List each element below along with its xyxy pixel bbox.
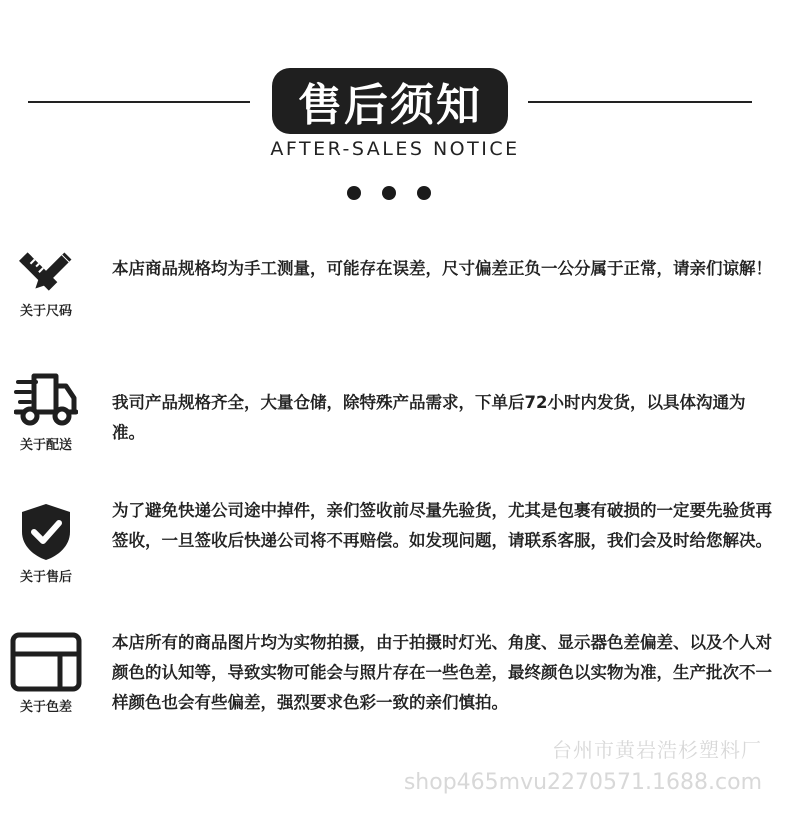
- section-aftersales-text: 为了避免快递公司途中掉件，亲们签收前尽量先验货，尤其是包裹有破损的一定要先验货再签收，一旦签收后快递公司将不再赔偿。如发现问题，请联系客服，我们会及时给您解决。: [112, 501, 772, 550]
- header-divider-right: [528, 101, 752, 103]
- section-aftersales-icon-box: [10, 502, 82, 585]
- section-color-label: 关于色差: [19, 700, 72, 715]
- shield-check-icon: [18, 502, 74, 562]
- page-subtitle: AFTER-SALES NOTICE: [270, 138, 520, 160]
- dot: [347, 186, 361, 200]
- section-delivery-label: 关于配送: [19, 438, 72, 453]
- section-aftersales-label: 关于售后: [19, 570, 72, 585]
- pencil-ruler-icon: [18, 240, 74, 296]
- page-title: 售后须知: [272, 68, 508, 134]
- section-size-label: 关于尺码: [19, 304, 72, 319]
- header-divider-left: [28, 101, 250, 103]
- section-color-text: 本店所有的商品图片均为实物拍摄，由于拍摄时灯光、角度、显示器色差偏差、以及个人对颜色的认知等，导致实物可能会与照片存在一些色差，最终颜色以实物为准，生产批次不一样颜色也会有些偏差，强烈要求色彩一致的亲们慎拍。: [112, 633, 772, 712]
- section-delivery-icon-box: [10, 372, 82, 453]
- dot: [382, 186, 396, 200]
- watermark-shop-url: shop465mvu2270571.1688.com: [403, 770, 762, 795]
- section-color-icon-box: [10, 632, 82, 715]
- color-window-icon: [10, 632, 82, 692]
- section-delivery-text: 我司产品规格齐全，大量仓储，除特殊产品需求，下单后72小时内发货，以具体沟通为准。: [112, 393, 746, 442]
- section-size-icon-box: [10, 240, 82, 319]
- decorative-dots: [347, 186, 443, 200]
- section-size-text: 本店商品规格均为手工测量，可能存在误差，尺寸偏差正负一公分属于正常，请亲们谅解！: [112, 259, 772, 278]
- watermark-company: 台州市黄岩浩杉塑料厂: [552, 738, 762, 762]
- dot: [417, 186, 431, 200]
- delivery-truck-icon: [14, 372, 78, 430]
